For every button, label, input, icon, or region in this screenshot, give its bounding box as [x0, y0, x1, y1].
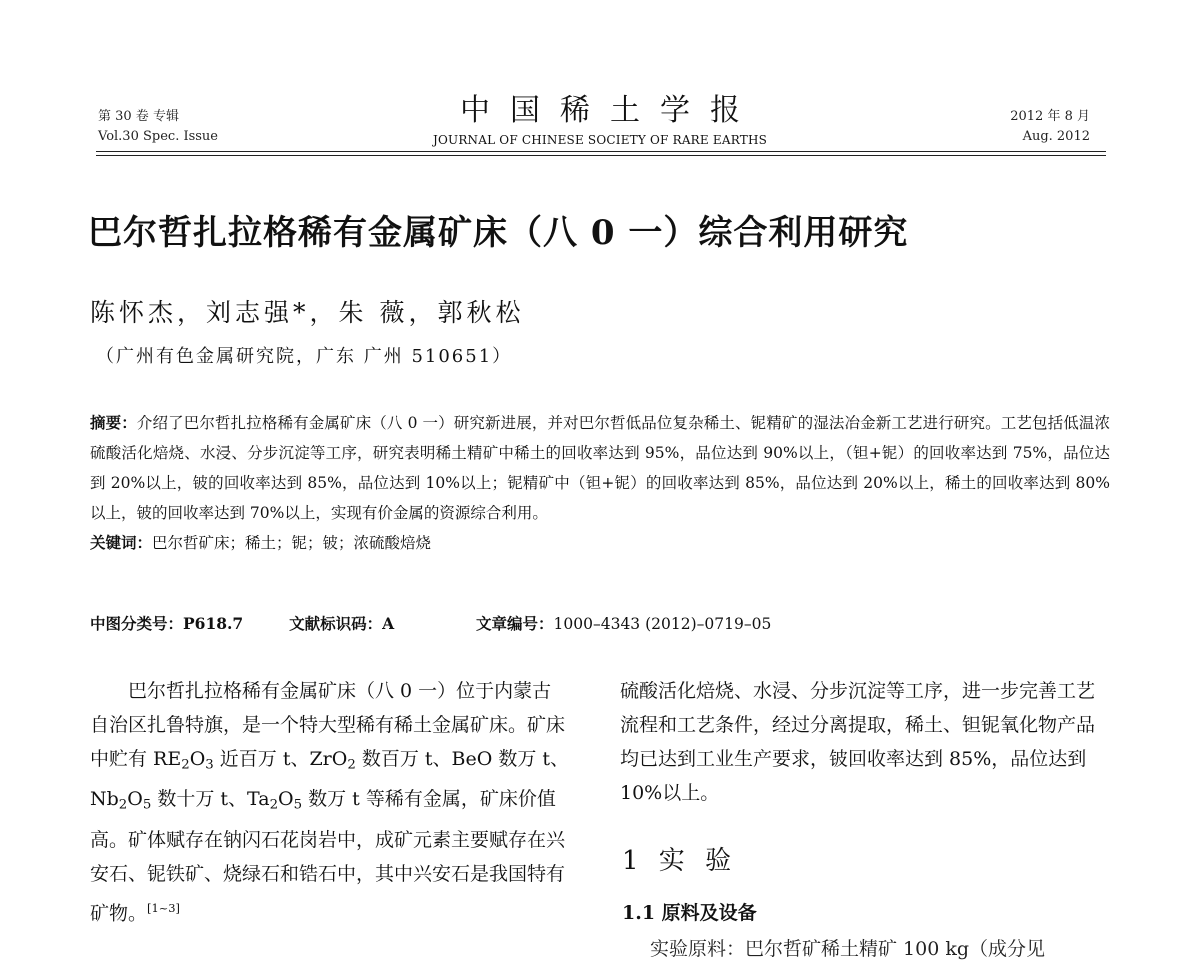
body-text-5: 数万 t 等稀有金属，矿床价值高。矿体赋存在钠闪石花岗岩中，成矿元素主要赋存在兴安石、铌铁矿、烧绿石和锆石中，其中兴安石是我国特有矿物。 — [90, 788, 566, 924]
abstract-paragraph — [90, 408, 1110, 528]
volume-en: Vol.30 Spec. Issue — [98, 129, 218, 144]
body-text-3: 数百万 t、BeO 数万 t、Nb — [90, 748, 570, 811]
date-cn: 2012 年 8 月 — [1010, 109, 1090, 124]
journal-title-cn: 中国稀土学报 — [460, 93, 760, 128]
abstract-text: 介绍了巴尔哲扎拉格稀有金属矿床（八 0 一）研究新进展，并对巴尔哲低品位复杂稀土、铌精矿的湿法冶金新工艺进行研究。工艺包括低温浓硫酸活化焙烧、水浸、分步沉淀等工序，研究表明稀土精矿中稀土的回收率达到 95%，品位达到 90%以上，（钽+铌）的回收率达到 75%，品位达到 20%以上，铍的回收率达到 85%，品位达到 10%以上；铌精矿中（钽+铌）的回收率达到 85%，品位达到 20%以上，稀土的回收率达到 80%以上，铍的回收率达到 70%以上，实现有价金属的资源综合利用。 — [90, 414, 1110, 522]
body-text-2: 近百万 t、ZrO — [219, 748, 348, 770]
keywords — [90, 528, 1110, 558]
header-date — [1010, 107, 1090, 147]
classification-line — [90, 612, 771, 634]
article-title: 巴尔哲扎拉格稀有金属矿床（八 0 一）综合利用研究 — [88, 213, 909, 253]
clc-label: 中图分类号： — [90, 614, 184, 633]
volume-cn: 第 30 卷 专辑 — [98, 109, 179, 124]
article-authors: 陈怀杰，刘志强*，朱 薇，郭秋松 — [90, 298, 525, 327]
journal-title-en: JOURNAL OF CHINESE SOCIETY OF RARE EARTHS — [432, 133, 768, 147]
clc-value: P618.7 — [183, 614, 244, 633]
doc-code-value: A — [382, 614, 395, 633]
keywords-label: 关键词： — [90, 533, 153, 552]
body-text-1: 巴尔哲扎拉格稀有金属矿床（八 0 一）位于内蒙古自治区扎鲁特旗，是一个特大型稀有稀土金属矿床。矿床中贮有 RE — [90, 680, 566, 770]
abstract-label: 摘要： — [90, 413, 137, 432]
body-right-column — [620, 674, 1110, 810]
citation-ref: [1~3] — [147, 900, 180, 915]
article-affiliation: （广州有色金属研究院，广东 广州 510651） — [96, 346, 513, 367]
date-en: Aug. 2012 — [1022, 129, 1090, 144]
article-no-label: 文章编号： — [476, 614, 554, 633]
keywords-text: 巴尔哲矿床；稀土；铌；铍；浓硫酸焙烧 — [152, 534, 432, 552]
body-paragraph-right: 硫酸活化焙烧、水浸、分步沉淀等工序，进一步完善工艺流程和工艺条件，经过分离提取，稀土、钽铌氧化物产品均已达到工业生产要求，铍回收率达到 85%，品位达到 10%以上。 — [620, 680, 1096, 804]
body-cut-line: 实验原料：巴尔哲矿稀土精矿 100 kg（成分见 — [650, 938, 1046, 960]
body-text-4: 数十万 t、Ta — [157, 788, 270, 811]
section-heading: 1 实 验 — [622, 846, 738, 876]
subsection-heading: 1.1 原料及设备 — [622, 902, 757, 924]
article-no-value: 1000–4343 (2012)–0719–05 — [553, 615, 772, 633]
doc-code-label: 文献标识码： — [289, 614, 383, 633]
header-rule-thin — [96, 155, 1106, 156]
header-rule-thick — [96, 151, 1106, 152]
abstract — [90, 408, 1110, 558]
body-left-column — [90, 674, 570, 930]
body-paragraph: 巴尔哲扎拉格稀有金属矿床（八 0 一）位于内蒙古自治区扎鲁特旗，是一个特大型稀有稀土金属矿床。矿床中贮有 $RE_2O_3$ 近百万 t、ZrO$_2$ 数百万 t、BeO 数万 t、$Nb_2O_5$ 数十万 t、$Ta_2O_5$ 数万 t 等稀有金属，矿床价值高。矿体赋存在钠闪石花岗岩中，成矿元素主要赋存在兴安石、铌铁矿、烧绿石和锆石中，其中兴安石是我国特有矿物。[1~3] — [90, 680, 570, 924]
